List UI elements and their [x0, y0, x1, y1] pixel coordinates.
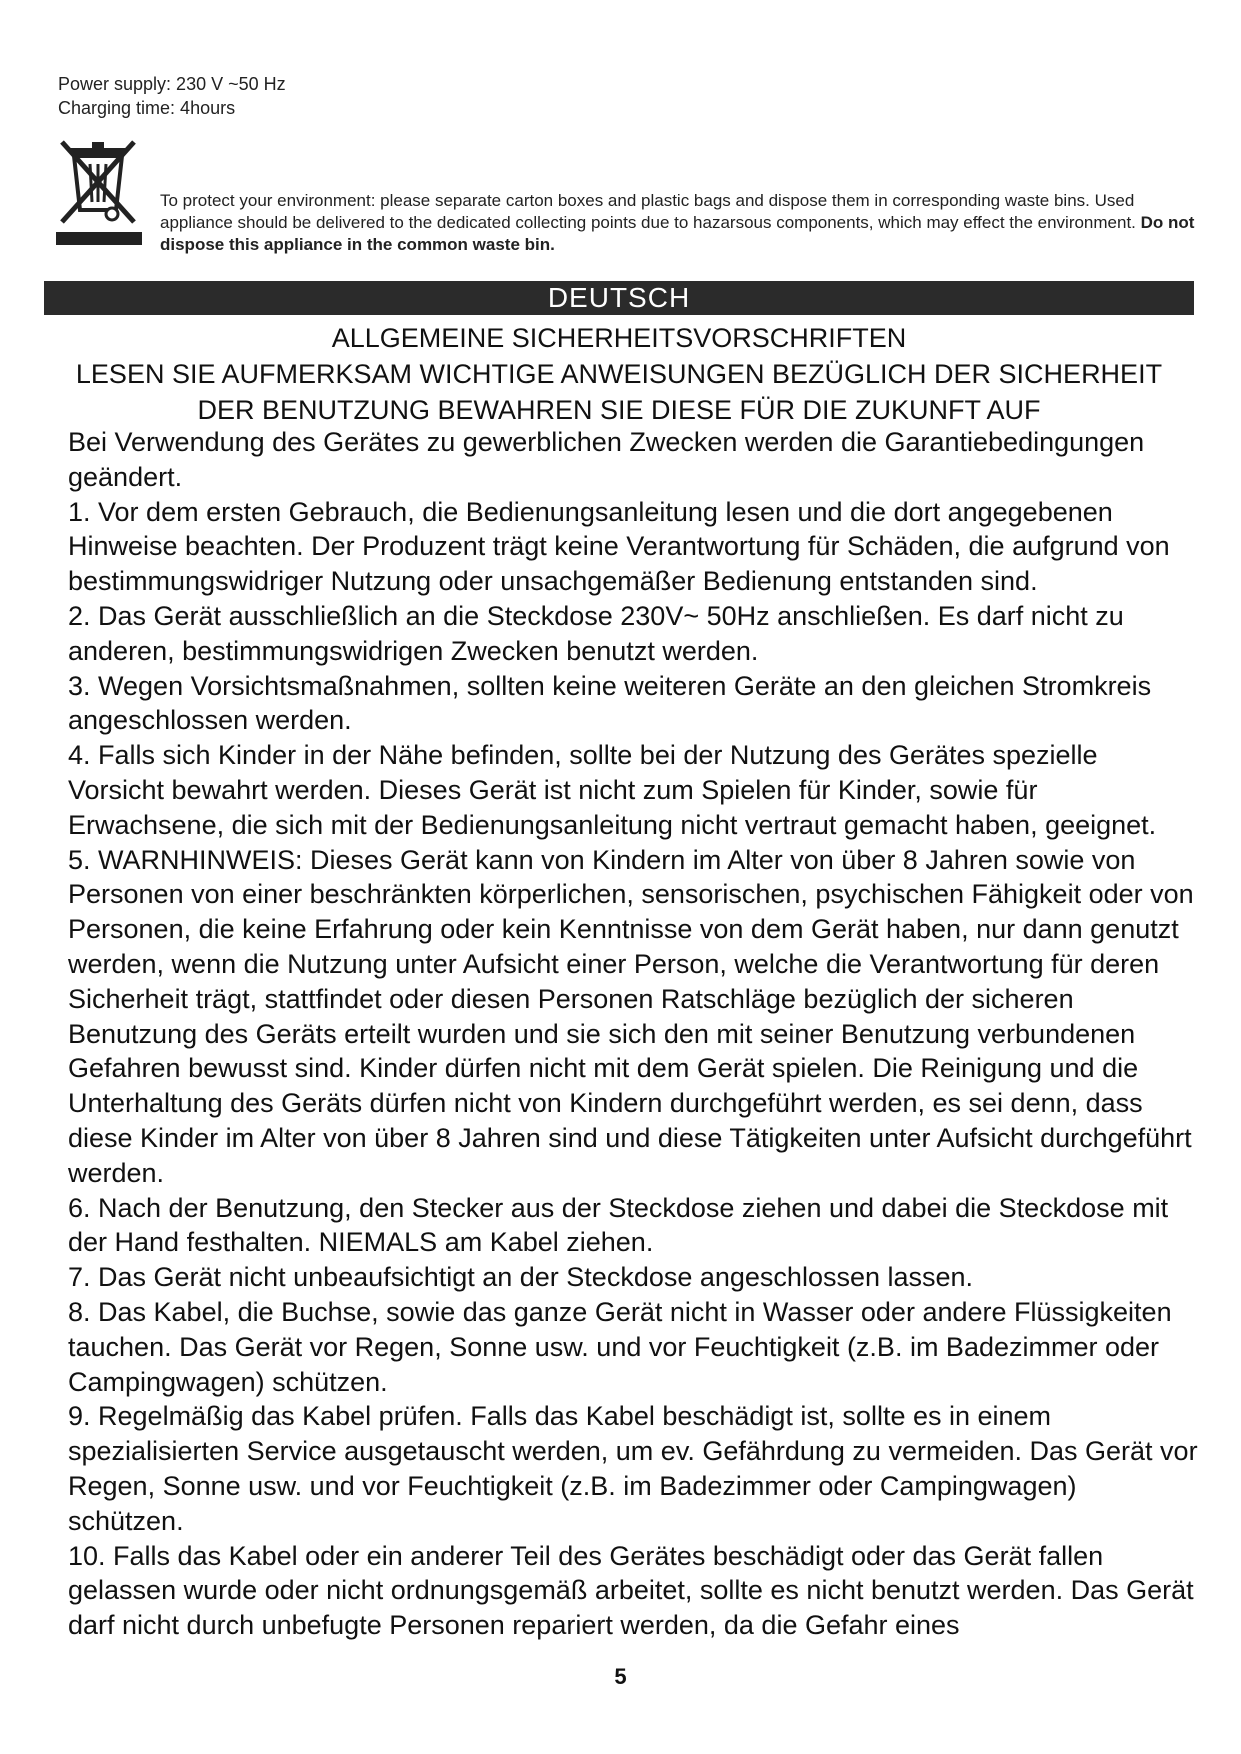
recycling-text: To protect your environment: please separate carton boxes and plastic bags and dispose them in corresponding waste bins. Used appliance should be delivered to the dedicated collecting points due to hazarsous components, which may effect the environment.	[160, 191, 1136, 232]
paragraph: 1. Vor dem ersten Gebrauch, die Bedienungsanleitung lesen und die dort angegebenen Hinweise beachten. Der Produzent trägt keine Verantwortung für Schäden, die aufgrund von bestimmungswidriger Nutzung oder unsachgemäßer Bedienung entstanden sind.	[68, 496, 1170, 597]
paragraph: 6. Nach der Benutzung, den Stecker aus der Steckdose ziehen und dabei die Steckdose mit der Hand festhalten. NIEMALS am Kabel ziehen.	[68, 1192, 1169, 1258]
paragraph: 8. Das Kabel, die Buchse, sowie das ganze Gerät nicht in Wasser oder andere Flüssigkeiten tauchen. Das Gerät vor Regen, Sonne usw. und vor Feuchtigkeit (z.B. im Badezimmer oder Campingwagen) schützen.	[68, 1296, 1172, 1397]
power-specs	[58, 72, 286, 120]
safety-subtitle-line-1: LESEN SIE AUFMERKSAM WICHTIGE ANWEISUNGEN BEZÜGLICH DER SICHERHEIT	[75, 359, 1163, 389]
safety-instructions	[68, 425, 1198, 1643]
safety-title: ALLGEMEINE SICHERHEITSVORSCHRIFTEN	[331, 323, 907, 353]
paragraph: 3. Wegen Vorsichtsmaßnahmen, sollten keine weiteren Geräte an den gleichen Stromkreis angeschlossen werden.	[68, 670, 1152, 736]
safety-subtitle-line-2: DER BENUTZUNG BEWAHREN SIE DIESE FÜR DIE ZUKUNFT AUF	[197, 395, 1041, 425]
paragraph: 2. Das Gerät ausschließlich an die Steckdose 230V~ 50Hz anschließen. Es darf nicht zu anderen, bestimmungswidrigen Zwecken benutzt werden.	[68, 600, 1124, 666]
paragraph: 5. WARNHINWEIS: Dieses Gerät kann von Kindern im Alter von über 8 Jahren sowie von Personen von einer beschränkten körperlichen, sensorischen, psychischen Fähigkeit oder von Personen, die keine Erfahrung oder kein Kenntnisse von dem Gerät haben, nur dann genutzt werden, wenn die Nutzung unter Aufsicht einer Person, welche die Verantwortung für deren Sicherheit trägt, stattfindet oder diesen Personen Ratschläge bezüglich der sicheren Benutzung des Geräts erteilt wurden und sie sich den mit seiner Benutzung verbundenen Gefahren bewusst sind. Kinder dürfen nicht mit dem Gerät spielen. Die Reinigung und die Unterhaltung des Geräts dürfen nicht von Kindern durchgeführt werden, es sei denn, dass diese Kinder im Alter von über 8 Jahren sind und diese Tätigkeiten unter Aufsicht durchgeführt werden.	[68, 844, 1194, 1188]
paragraph: 4. Falls sich Kinder in der Nähe befinden, sollte bei der Nutzung des Gerätes spezielle Vorsicht bewahrt werden. Dieses Gerät ist nicht zum Spielen für Kinder, sowie für Erwachsene, die sich mit der Bedienungsanleitung nicht vertraut gemacht haben, geeignet.	[68, 740, 1157, 840]
paragraph: 9. Regelmäßig das Kabel prüfen. Falls das Kabel beschädigt ist, sollte es in einem spezialisierten Service ausgetauscht werden, um ev. Gefährdung zu vermeiden. Das Gerät vor Regen, Sonne usw. und vor Feuchtigkeit (z.B. im Badezimmer oder Campingwagen) schützen.	[68, 1401, 1198, 1536]
power-supply-line: Power supply: 230 V ~50 Hz	[58, 74, 286, 94]
page-number: 5	[614, 1664, 627, 1689]
crossed-out-wheelie-bin-icon	[56, 138, 142, 248]
safety-headings	[44, 320, 1194, 428]
paragraph: Bei Verwendung des Gerätes zu gewerblichen Zwecken werden die Garantiebedingungen geändert.	[68, 427, 1145, 492]
charging-time-line: Charging time: 4hours	[58, 98, 236, 118]
recycling-notice	[160, 190, 1200, 256]
paragraph: 10. Falls das Kabel oder ein anderer Teil des Gerätes beschädigt oder das Gerät fallen gelassen wurde oder nicht ordnungsgemäß arbeitet, sollte es nicht benutzt werden. Das Gerät darf nicht durch unbefugte Personen repariert werden, da die Gefahr eines	[68, 1540, 1194, 1641]
language-band: DEUTSCH	[44, 281, 1194, 315]
recycling-warning: Do not dispose this appliance in the common waste bin.	[160, 213, 1195, 254]
paragraph: 7. Das Gerät nicht unbeaufsichtigt an der Steckdose angeschlossen lassen.	[68, 1262, 974, 1293]
